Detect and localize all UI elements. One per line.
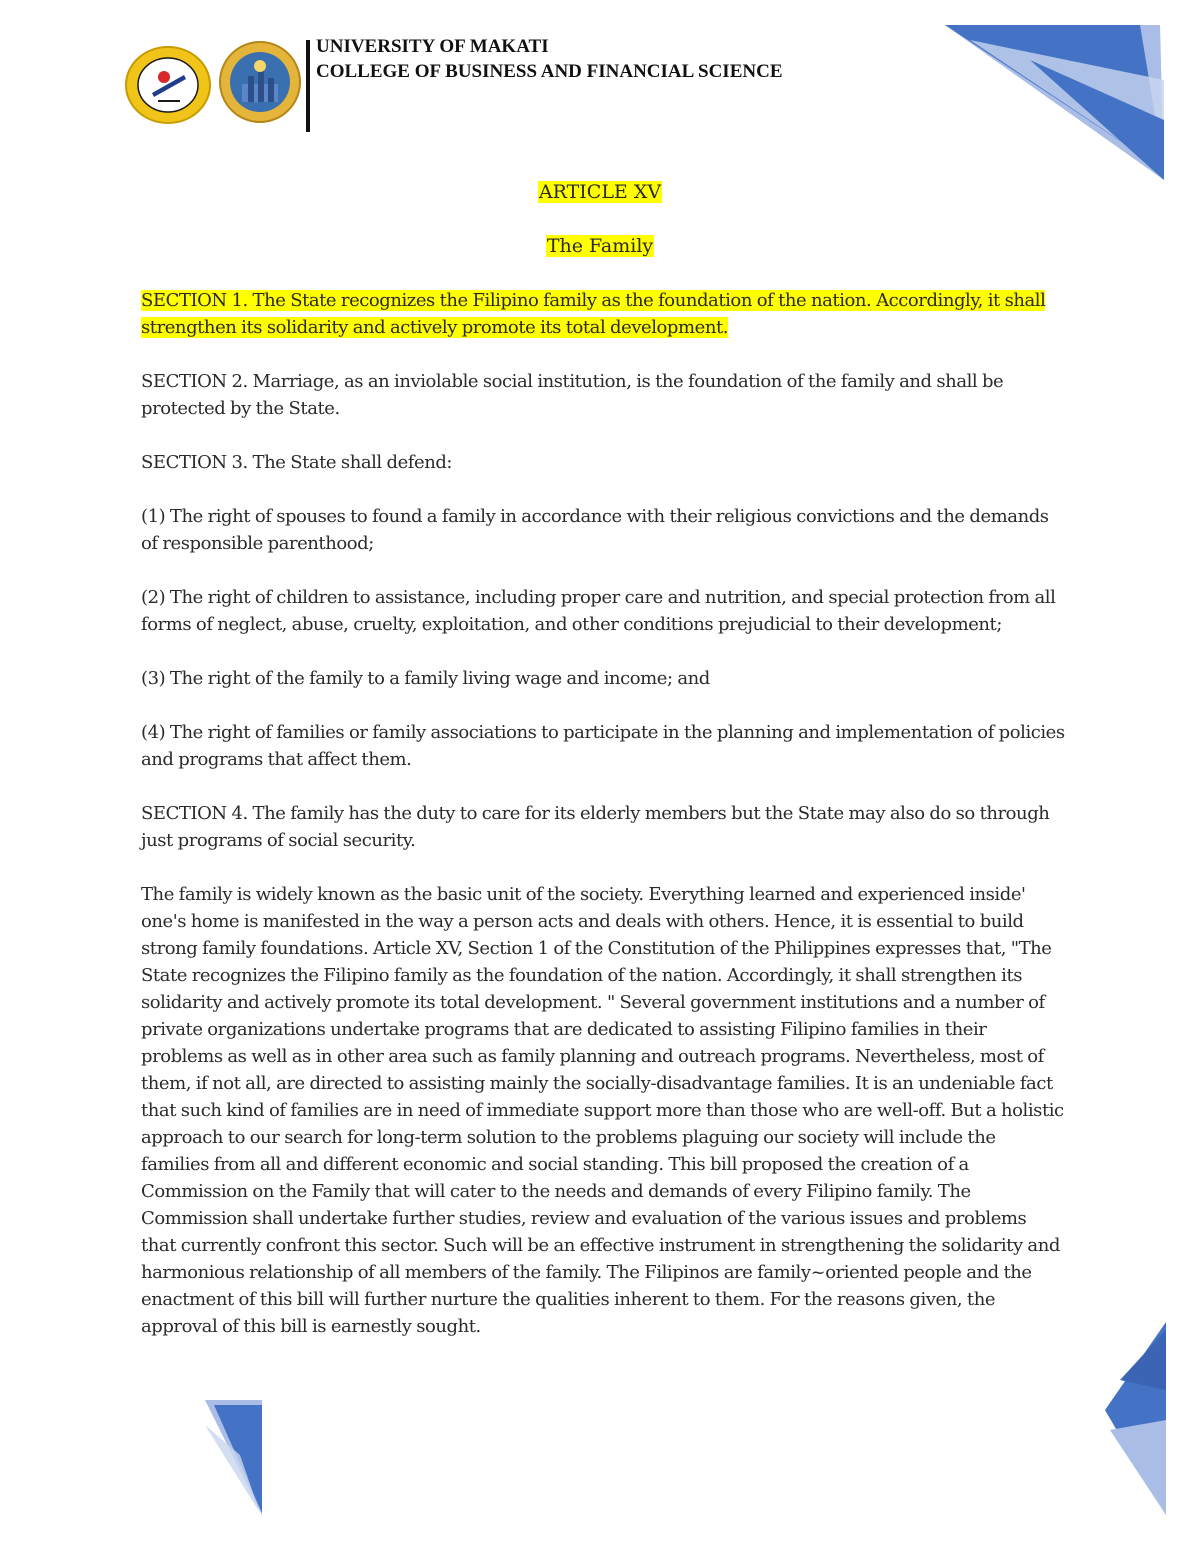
article-title <box>0 234 1200 258</box>
college-seal-logo <box>218 40 302 124</box>
document-body <box>141 287 1066 1367</box>
section-4: SECTION 4. The family has the duty to care for its elderly members but the State may also do so through just programs of social security. <box>141 803 1050 851</box>
section-2: SECTION 2. Marriage, as an inviolable social institution, is the foundation of the family and shall be protected by the State. <box>141 371 1004 419</box>
header-divider <box>306 40 310 132</box>
header-institution <box>316 34 783 84</box>
section-3-item-3: (3) The right of the family to a family living wage and income; and <box>141 668 710 689</box>
university-seal-logo <box>124 45 212 125</box>
section-3: SECTION 3. The State shall defend: <box>141 452 453 473</box>
top-right-decoration <box>940 20 1170 185</box>
section-3-item-1: (1) The right of spouses to found a family in accordance with their religious convictions and the demands of responsible parenthood; <box>141 506 1049 554</box>
article-title-text: The Family <box>546 235 654 257</box>
section-3-item-4: (4) The right of families or family associations to participate in the planning and implementation of policies and programs that affect them. <box>141 722 1065 770</box>
college-name: COLLEGE OF BUSINESS AND FINANCIAL SCIENCE <box>316 61 783 82</box>
explanatory-paragraph: The family is widely known as the basic unit of the society. Everything learned and experienced inside' one's home is manifested in the way a person acts and deals with others. Hence, it is essential to build strong family foundations. Article XV, Section 1 of the Constitution of the Philippines expresses that, "The State recognizes the Filipino family as the foundation of the nation. Accordingly, it shall strengthen its solidarity and actively promote its total development. " Several government institutions and a number of private organizations undertake programs that are dedicated to assisting Filipino families in their problems as well as in other area such as family planning and outreach programs. Nevertheless, most of them, if not all, are directed to assisting mainly the socially-disadvantage families. It is an undeniable fact that such kind of families are in need of immediate support more than those who are well-off. But a holistic approach to our search for long-term solution to the problems plaguing our society will include the families from all and different economic and social standing. This bill proposed the creation of a Commission on the Family that will cater to the needs and demands of every Filipino family. The Commission shall undertake further studies, review and evaluation of the various issues and problems that currently confront this sector. Such will be an effective instrument in strengthening the solidarity and harmonious relationship of all members of the family. The Filipinos are family~oriented people and the enactment of this bill will further nurture the qualities inherent to them. For the reasons given, the approval of this bill is earnestly sought. <box>141 884 1064 1337</box>
bottom-left-decoration <box>200 1395 270 1520</box>
article-number <box>0 180 1200 204</box>
bottom-right-decoration <box>1100 1320 1170 1520</box>
section-1: SECTION 1. The State recognizes the Filipino family as the foundation of the nation. Accordingly, it shall strengthen its solidarity and actively promote its total development. <box>141 290 1046 338</box>
section-3-item-2: (2) The right of children to assistance, including proper care and nutrition, and special protection from all forms of neglect, abuse, cruelty, exploitation, and other conditions prejudicial to their development; <box>141 587 1056 635</box>
article-number-text: ARTICLE XV <box>538 181 662 203</box>
university-name: UNIVERSITY OF MAKATI <box>316 36 549 57</box>
